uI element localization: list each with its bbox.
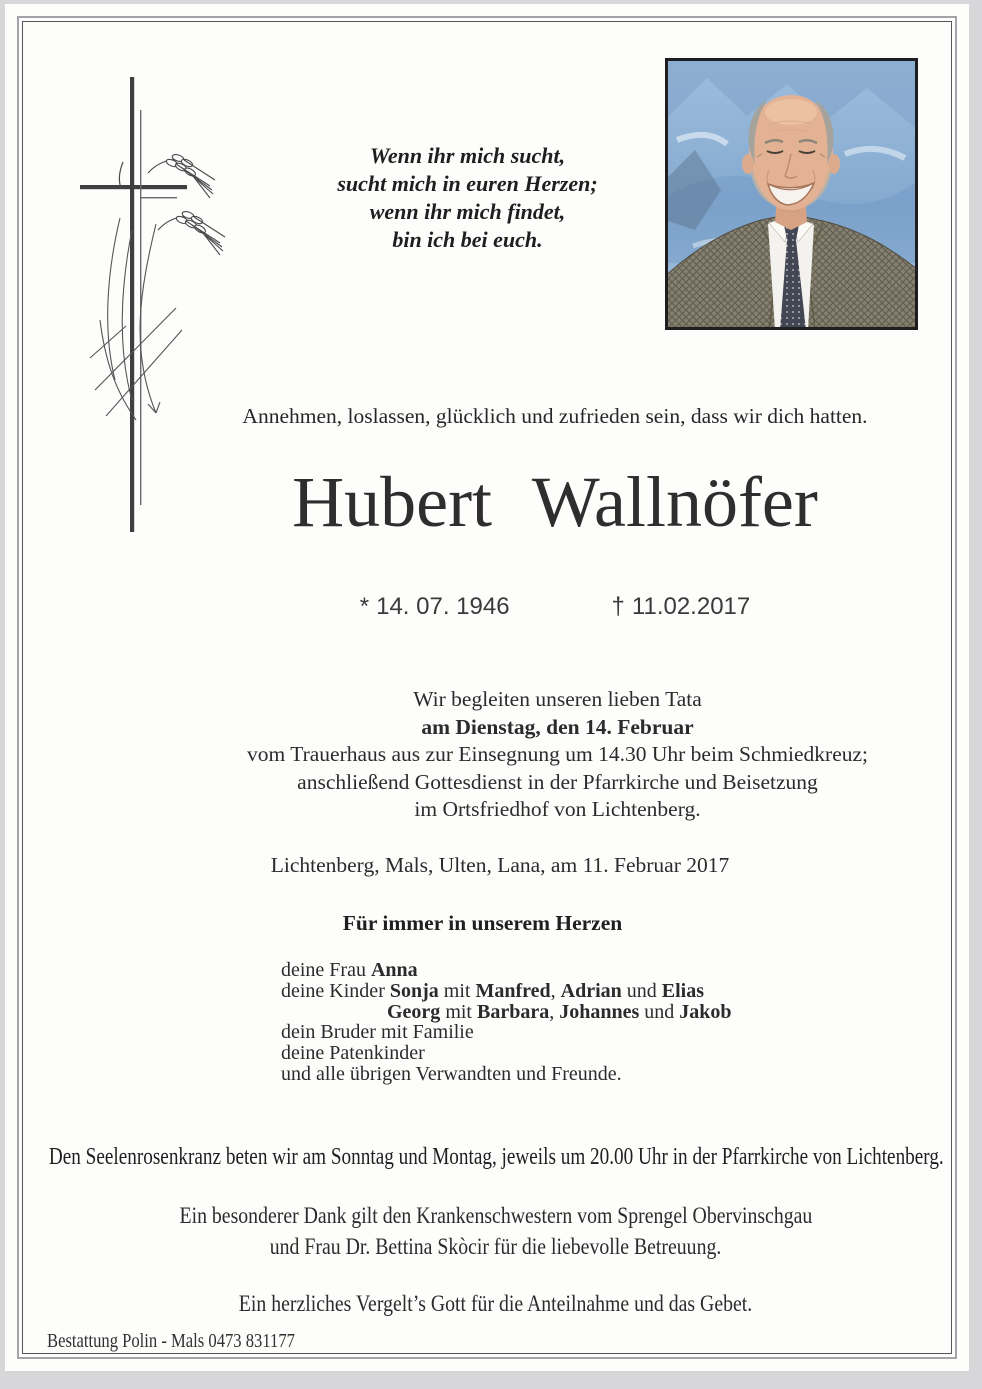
mourners-list <box>281 960 901 1085</box>
mourner-line: dein Bruder mit Familie <box>281 1021 474 1044</box>
thanks-line-1 <box>126 1203 866 1229</box>
memorial-poem <box>300 142 635 254</box>
rosary-notice-text: Den Seelenrosenkranz beten wir am Sonntag und Montag, jeweils um 20.00 Uhr in der Pfarrkirche von Lichtenberg. <box>48 1144 944 1170</box>
portrait-illustration <box>665 58 918 330</box>
funeral-line: anschließend Gottesdienst in der Pfarrkirche und Beisetzung <box>297 769 818 794</box>
funeral-line: Wir begleiten unseren lieben Tata <box>413 687 702 711</box>
epigraph-line: Annehmen, loslassen, glücklich und zufrieden sein, dass wir dich hatten. <box>242 404 868 428</box>
funeral-line-date: am Dienstag, den 14. Februar <box>421 714 694 739</box>
mourner-line: deine Patenkinder <box>281 1042 425 1065</box>
portrait-photo <box>665 58 918 330</box>
mourner-line: deine Kinder Sonja mit Manfred, Adrian und Elias <box>281 979 704 1002</box>
birth-date: 14. 07. 1946 <box>376 593 510 620</box>
thanks-line-2-text: und Frau Dr. Bettina Skòcir für die liebevolle Betreuung. <box>270 1234 722 1259</box>
funeral-line: im Ortsfriedhof von Lichtenberg. <box>414 797 701 821</box>
rosary-notice <box>5 1144 982 1171</box>
birth-symbol: * <box>359 593 370 620</box>
poem-line: bin ich bei euch. <box>392 227 543 252</box>
funeral-announcement <box>185 686 930 824</box>
life-dates <box>185 593 925 621</box>
poem-line: sucht mich in euren Herzen; <box>337 171 598 196</box>
birth-date-group <box>360 593 510 621</box>
mourner-line: Georg mit Barbara, Johannes und Jakob <box>387 1000 732 1023</box>
funeral-line: vom Trauerhaus aus zur Einsegnung um 14.30 Uhr beim Schmiedkreuz; <box>246 742 868 766</box>
poem-line: wenn ihr mich findet, <box>369 199 566 224</box>
death-date: 11.02.2017 <box>631 593 751 620</box>
mourner-line: und alle übrigen Verwandten und Freunde. <box>281 1062 622 1085</box>
thanks-line-2 <box>126 1234 866 1260</box>
mourner-line: deine Frau Anna <box>281 959 418 981</box>
places-date-line: Lichtenberg, Mals, Ulten, Lana, am 11. Februar 2017 <box>270 853 730 877</box>
poem-line: Wenn ihr mich sucht, <box>369 143 566 168</box>
funeral-home-line <box>47 1330 547 1353</box>
gratitude-line <box>126 1291 866 1317</box>
gratitude-line-text: Ein herzliches Vergelt’s Gott für die Anteilnahme und das Gebet. <box>239 1291 753 1316</box>
death-date-group <box>612 593 751 621</box>
memorial-card <box>5 4 969 1371</box>
remembrance-title: Für immer in unserem Herzen <box>342 911 623 935</box>
deceased-name: Hubert Wallnöfer <box>292 462 818 542</box>
funeral-home-text: Bestattung Polin - Mals 0473 831177 <box>47 1330 295 1352</box>
thanks-line-1-text: Ein besonderer Dank gilt den Krankenschwestern vom Sprengel Obervinschgau <box>179 1203 813 1228</box>
death-symbol: † <box>611 593 625 620</box>
